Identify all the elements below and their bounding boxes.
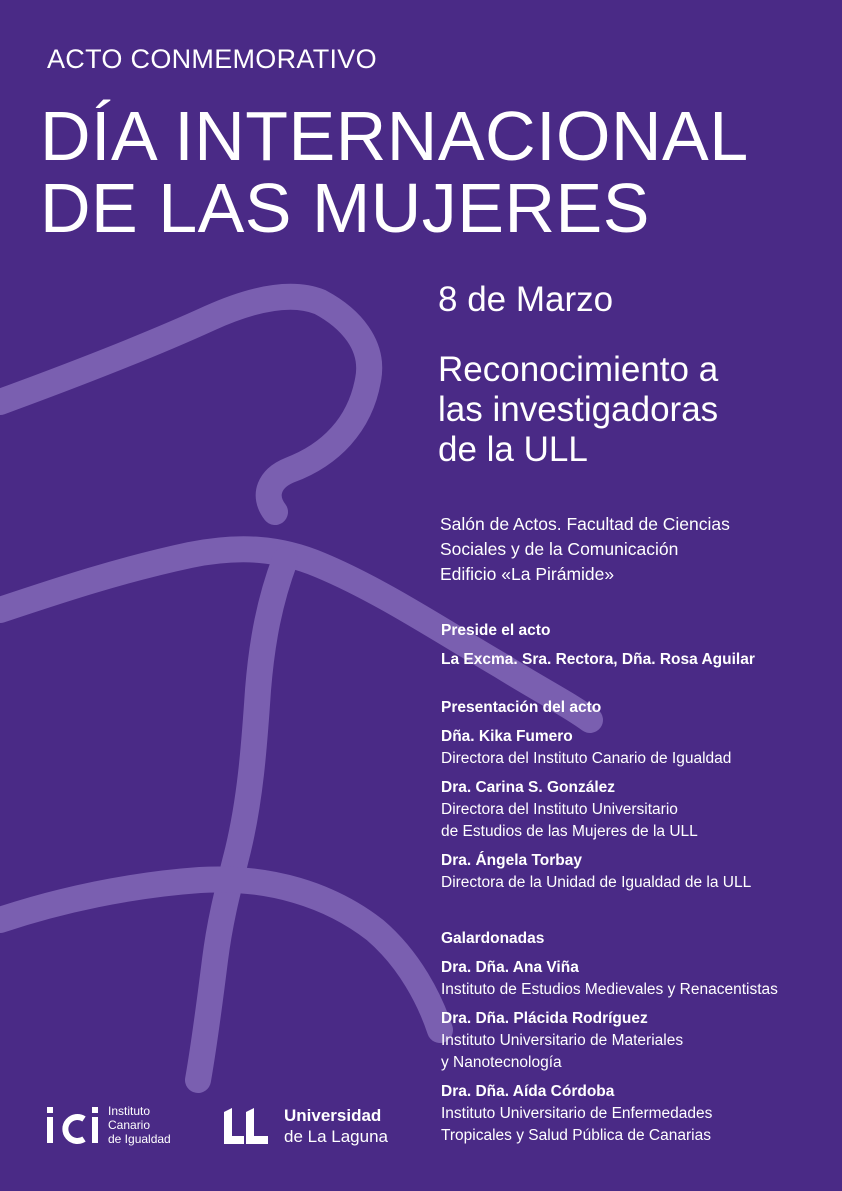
ull-line-2: de La Laguna bbox=[284, 1127, 388, 1146]
event-kicker: ACTO CONMEMORATIVO bbox=[47, 44, 377, 74]
awardee-institute: Instituto Universitario de Enfermedades bbox=[441, 1105, 713, 1122]
event-subtitle bbox=[438, 350, 828, 470]
ici-logo-icon bbox=[46, 1105, 102, 1145]
presenter-name: Dra. Ángela Torbay bbox=[441, 852, 582, 869]
awardee-item bbox=[441, 1081, 836, 1147]
venue-line: Sociales y de la Comunicación bbox=[440, 539, 679, 559]
presenter-item bbox=[441, 777, 836, 843]
preside-section bbox=[441, 620, 836, 671]
stroke-head-curve bbox=[0, 297, 369, 512]
title-line-2: DE LAS MUJERES bbox=[40, 169, 650, 247]
subtitle-line: las investigadoras bbox=[438, 390, 719, 429]
presentation-section bbox=[441, 697, 836, 901]
presenter-item bbox=[441, 726, 836, 770]
awardee-institute: Instituto Universitario de Materiales bbox=[441, 1032, 684, 1049]
ici-logo bbox=[46, 1103, 196, 1149]
presenter-role: Directora del Instituto Canario de Igualdad bbox=[441, 750, 732, 767]
presenter-item bbox=[441, 850, 836, 894]
preside-heading: Preside el acto bbox=[441, 622, 551, 639]
awardee-name: Dra. Dña. Ana Viña bbox=[441, 959, 579, 976]
ull-logo-icon bbox=[222, 1106, 272, 1146]
awardee-item bbox=[441, 1008, 836, 1074]
awardee-name: Dra. Dña. Plácida Rodríguez bbox=[441, 1010, 648, 1027]
awardee-institute: y Nanotecnología bbox=[441, 1054, 562, 1071]
awardees-section bbox=[441, 928, 836, 1154]
venue-line: Salón de Actos. Facultad de Ciencias bbox=[440, 514, 730, 534]
event-date: 8 de Marzo bbox=[438, 280, 614, 319]
ull-logo-text bbox=[284, 1105, 388, 1147]
ull-line-1: Universidad bbox=[284, 1106, 382, 1125]
subtitle-line: de la ULL bbox=[438, 430, 588, 469]
presentation-heading: Presentación del acto bbox=[441, 699, 602, 716]
event-venue bbox=[440, 512, 830, 587]
presenter-role: de Estudios de las Mujeres de la ULL bbox=[441, 823, 698, 840]
subtitle-line: Reconocimiento a bbox=[438, 350, 719, 389]
preside-name: La Excma. Sra. Rectora, Dña. Rosa Aguilar bbox=[441, 651, 755, 668]
ici-line: Canario bbox=[108, 1118, 151, 1132]
venue-line: Edificio «La Pirámide» bbox=[440, 564, 615, 584]
ici-logo-text bbox=[108, 1104, 171, 1146]
ici-line: Instituto bbox=[108, 1104, 151, 1118]
awardee-institute: Tropicales y Salud Pública de Canarias bbox=[441, 1127, 711, 1144]
presenter-name: Dña. Kika Fumero bbox=[441, 728, 573, 745]
awardee-name: Dra. Dña. Aída Córdoba bbox=[441, 1083, 615, 1100]
awardee-item bbox=[441, 957, 836, 1001]
presenter-name: Dra. Carina S. González bbox=[441, 779, 615, 796]
presenter-role: Directora del Instituto Universitario bbox=[441, 801, 678, 818]
awardee-institute: Instituto de Estudios Medievales y Renacentistas bbox=[441, 981, 778, 998]
stroke-body bbox=[198, 560, 285, 1080]
ici-line: de Igualdad bbox=[108, 1132, 171, 1146]
presenter-role: Directora de la Unidad de Igualdad de la ULL bbox=[441, 874, 752, 891]
title-line-1: DÍA INTERNACIONAL bbox=[40, 97, 749, 175]
ull-logo bbox=[222, 1103, 412, 1149]
awardees-heading: Galardonadas bbox=[441, 930, 545, 947]
page-title bbox=[40, 97, 749, 247]
